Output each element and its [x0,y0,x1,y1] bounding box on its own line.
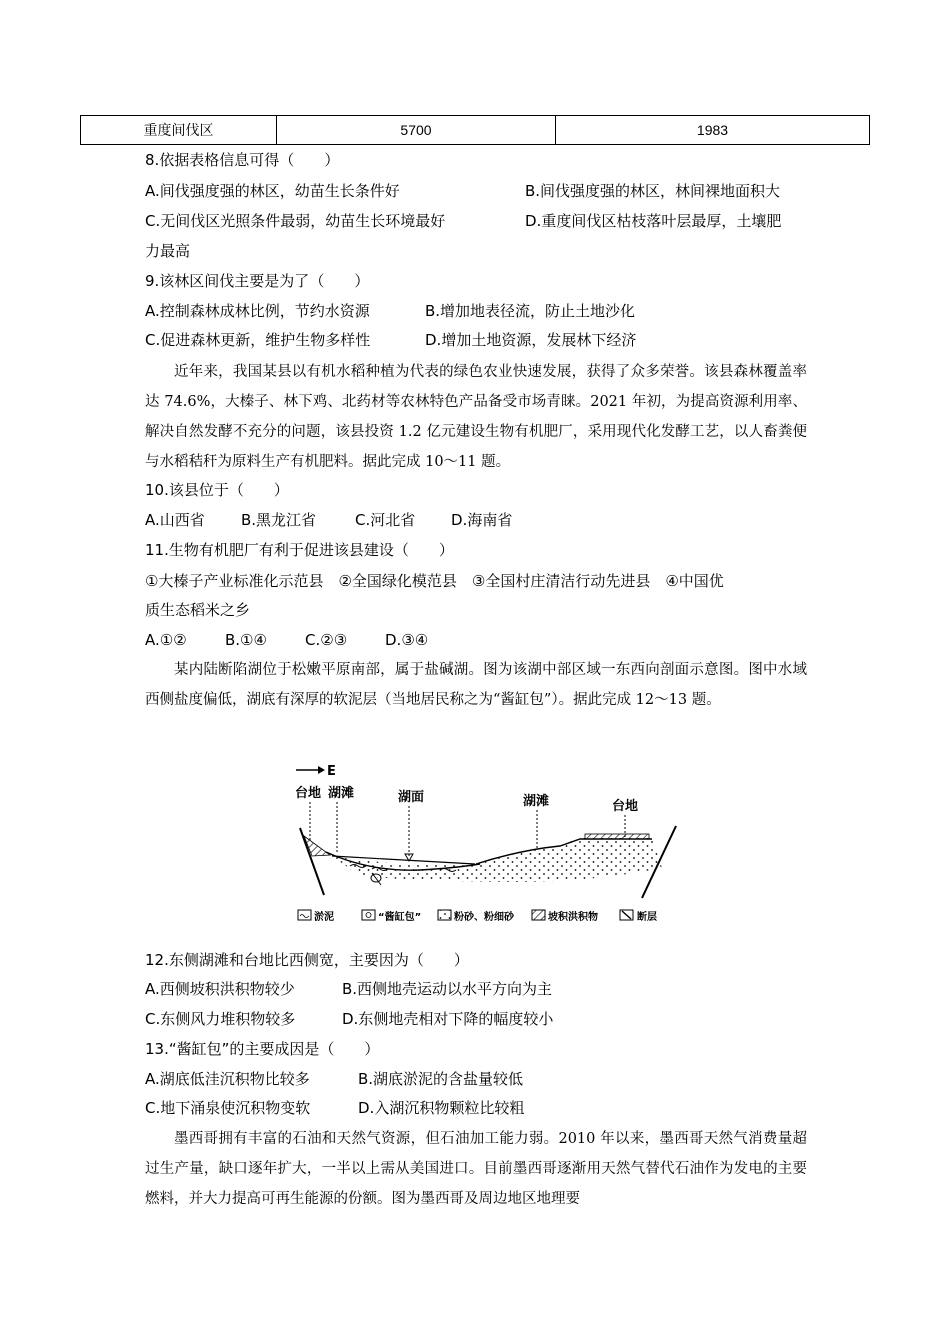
q12-option-b: B.西侧地壳运动以水平方向为主 [342,980,553,998]
q12-stem: 12.东侧湖滩和台地比西侧宽，主要因为（ ） [145,951,469,969]
label-platform-east: 台地 [612,799,639,814]
q8-option-d: D.重度间伐区枯枝落叶层最厚，土壤肥 [525,212,782,230]
q13-option-b: B.湖底淤泥的含盐量较低 [358,1070,524,1088]
q12-option-c: C.东侧风力堆积物较多 [145,1010,296,1028]
q11-option-c: C.②③ [305,631,348,649]
legend-mud: 淤泥 [314,912,334,923]
q13-option-c: C.地下涌泉使沉积物变软 [145,1099,311,1117]
q11-items: ①大榛子产业标准化示范县 ②全国绿化模范县 ③全国村庄清洁行动先进县 ④中国优 [145,572,724,590]
q9-option-c: C.促进森林更新，维护生物多样性 [145,331,371,349]
q11-option-d: D.③④ [385,631,429,649]
q11-options [145,630,428,650]
figure-legend [298,910,657,923]
q10-option-b: B.黑龙江省 [241,511,317,529]
direction-label: E [327,764,336,779]
label-lake-surface: 湖面 [398,790,425,805]
q11-stem: 11.生物有机肥厂有利于促进该县建设（ ） [145,541,454,559]
passage-organic-farming: 近年来，我国某县以有机水稻种植为代表的绿色农业快速发展，获得了众多荣誉。该县森林覆盖率达 74.6%，大榛子、林下鸡、北药材等农林特色产品备受市场青睐。2021 年初，为提高资源利用率、解决自然发酵不充分的问题，该县投资 1.2 亿元建设生物有机肥厂，采用现代化发酵工艺，以人畜粪便与水稻秸秆为原料生产有机肥料。据此完成 10～11 题。 [145,364,807,470]
q10-option-c: C.河北省 [355,511,416,529]
q11-items-cont: 质生态稻米之乡 [145,601,251,619]
q8-option-c: C.无间伐区光照条件最弱，幼苗生长环境最好 [145,212,446,230]
q12-option-d: D.东侧地壳相对下降的幅度较小 [342,1010,554,1028]
table-row [81,116,870,145]
q8-option-b: B.间伐强度强的林区，林间裸地面积大 [525,182,781,200]
label-platform-west: 台地 [295,786,322,801]
east-arrow [296,766,325,774]
q9-option-d: D.增加土地资源，发展林下经济 [425,331,637,349]
q8-option-d-cont: 力最高 [145,242,191,260]
table-cell: 1983 [556,116,870,145]
q8-option-a: A.间伐强度强的林区，幼苗生长条件好 [145,182,400,200]
q12-option-a: A.西侧坡积洪积物较少 [145,980,295,998]
q13-stem: 13.“酱缸包”的主要成因是（ ） [145,1040,380,1058]
q10-option-a: A.山西省 [145,511,205,529]
legend-slope-deposit: 坡积洪积物 [548,912,598,923]
table-cell: 5700 [277,116,556,145]
q8-stem: 8.依据表格信息可得（ ） [145,151,340,169]
legend-jianggangbao: “酱缸包” [378,912,422,923]
legend-fault: 断层 [637,912,657,923]
q9-stem: 9.该林区间伐主要是为了（ ） [145,272,370,290]
q10-stem: 10.该县位于（ ） [145,481,289,499]
lake-cross-section-figure [290,760,690,940]
label-beach-west: 湖滩 [328,786,355,801]
q9-option-a: A.控制森林成林比例，节约水资源 [145,302,370,320]
q10-options [145,510,512,530]
q13-option-a: A.湖底低洼沉积物比较多 [145,1070,310,1088]
q11-option-b: B.①④ [225,631,267,649]
passage-saline-lake: 某内陆断陷湖位于松嫩平原南部，属于盐碱湖。图为该湖中部区域一东西向剖面示意图。图中水域西侧盐度偏低，湖底有深厚的软泥层（当地居民称之为“酱缸包”）。据此完成 12～13 题。 [145,662,807,708]
q10-option-d: D.海南省 [451,511,513,529]
legend-silt: 粉砂、粉细砂 [454,912,514,923]
q9-option-b: B.增加地表径流，防止土地沙化 [425,302,636,320]
passage-mexico-energy: 墨西哥拥有丰富的石油和天然气资源，但石油加工能力弱。2010 年以来，墨西哥天然气消费量超过生产量，缺口逐年扩大，一半以上需从美国进口。目前墨西哥逐渐用天然气替代石油作为发电的主要燃料，并大力提高可再生能源的份额。图为墨西哥及周边地区地理要 [145,1131,807,1207]
label-beach-east: 湖滩 [523,794,550,809]
table-cell: 重度间伐区 [81,116,277,145]
q11-option-a: A.①② [145,631,187,649]
q13-option-d: D.入湖沉积物颗粒比较粗 [358,1099,525,1117]
data-table [80,115,870,145]
